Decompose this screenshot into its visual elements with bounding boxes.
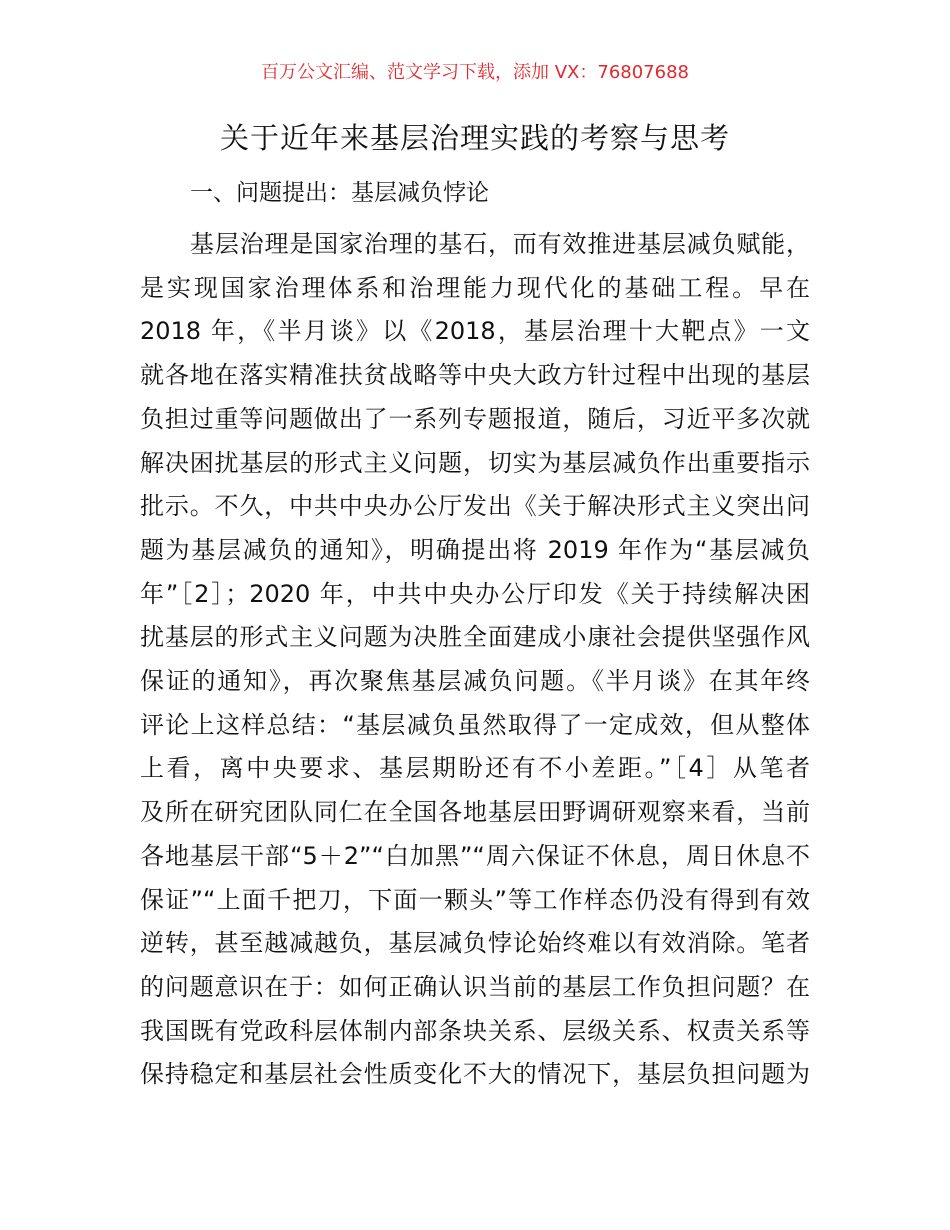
paragraph-line: 年”［2］；2020 年，中共中央办公厅印发《关于持续解决困 — [140, 579, 810, 608]
paragraph-line: 批示。不久，中共中央办公厅发出《关于解决形式主义突出问 — [140, 492, 810, 521]
paragraph-line: 保证的通知》，再次聚焦基层减负问题。《半月谈》在其年终 — [140, 667, 810, 695]
paragraph-line: 评论上这样总结：“基层减负虽然取得了一定成效，但从整体 — [140, 710, 810, 739]
paragraph-line: 是实现国家治理体系和治理能力现代化的基础工程。早在 — [140, 273, 810, 302]
paragraph-line: 就各地在落实精准扶贫战略等中央大政方针过程中出现的基层 — [140, 361, 810, 390]
page-title: 关于近年来基层治理实践的考察与思考 — [219, 121, 730, 155]
paragraph-line: 保持稳定和基层社会性质变化不大的情况下，基层负担问题为 — [140, 1060, 810, 1089]
paragraph-line: 解决困扰基层的形式主义问题，切实为基层减负作出重要指示 — [140, 448, 810, 477]
section-heading: 一、问题提出：基层减负悖论 — [190, 180, 489, 206]
paragraph-line: 各地基层干部“5＋2”“白加黑”“周六保证不休息，周日休息不 — [140, 841, 810, 870]
paragraph-line: 2018 年，《半月谈》以《2018，基层治理十大靶点》一文 — [140, 317, 810, 346]
paragraph-line: 负担过重等问题做出了一系列专题报道，随后，习近平多次就 — [140, 404, 810, 433]
paragraph-line: 上看，离中央要求、基层期盼还有不小差距。”［4］从笔者 — [140, 754, 810, 783]
paragraph-line: 的问题意识在于：如何正确认识当前的基层工作负担问题？在 — [140, 972, 810, 1001]
paragraph-line: 扰基层的形式主义问题为决胜全面建成小康社会提供坚强作风 — [140, 623, 810, 652]
watermark-banner: 百万公文汇编、范文学习下载，添加 VX：76807688 — [261, 62, 689, 83]
paragraph-line: 基层治理是国家治理的基石，而有效推进基层减负赋能， — [190, 230, 810, 258]
paragraph-line: 及所在研究团队同仁在全国各地基层田野调研观察来看，当前 — [140, 798, 810, 827]
paragraph-line: 我国既有党政科层体制内部条块关系、层级关系、权责关系等 — [140, 1016, 810, 1045]
paragraph-line: 保证”“上面千把刀，下面一颗头”等工作样态仍没有得到有效 — [140, 885, 810, 914]
paragraph-line: 逆转，甚至越减越负，基层减负悖论始终难以有效消除。笔者 — [140, 929, 810, 958]
paragraph-line: 题为基层减负的通知》，明确提出将 2019 年作为“基层减负 — [140, 535, 810, 564]
